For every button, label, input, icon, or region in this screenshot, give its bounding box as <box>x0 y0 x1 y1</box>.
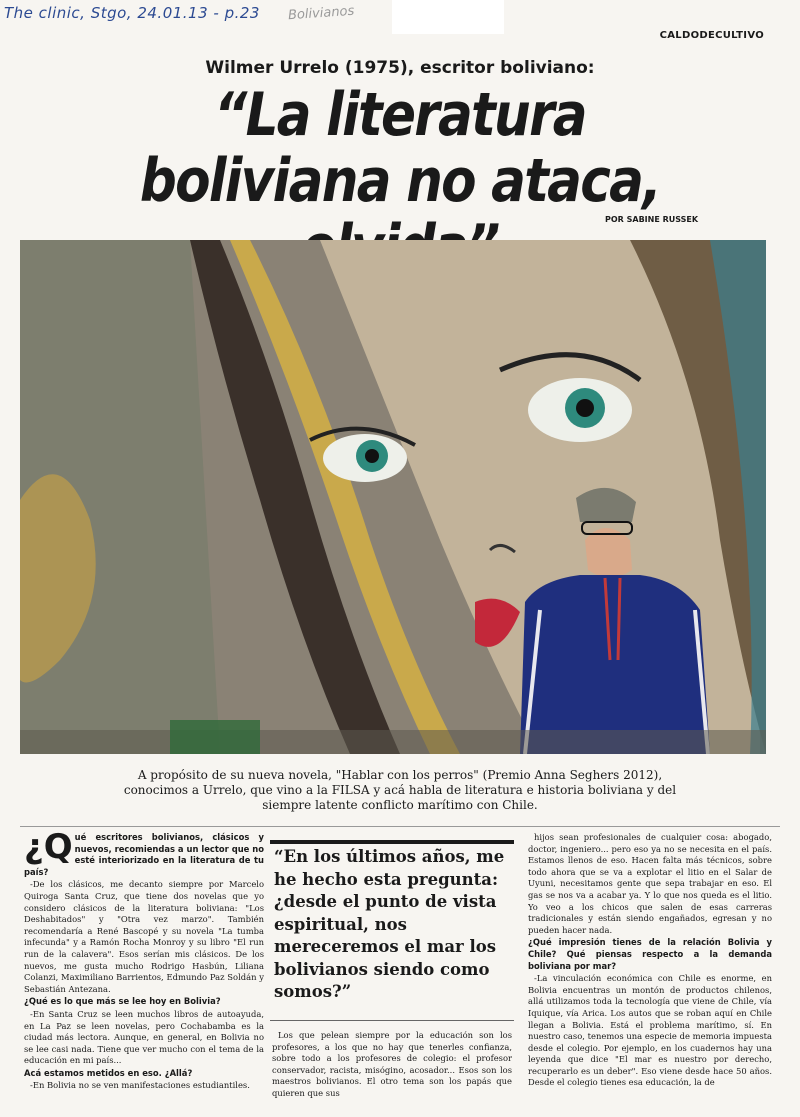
interview-question-1: ué escritores bolivianos, clásicos y nuevos, recomiendas a un lector que no esté interiorizado en la literatura de tu país? <box>24 832 264 877</box>
photo-caption: A propósito de su nueva novela, "Hablar con los perros" (Premio Anna Seghers 2012), conocimos a Urrelo, que vino a la FILSA y acá habla de literatura e historia boliviana y del siempre latente conflicto marítimo con Chile. <box>123 768 677 812</box>
pullquote-rule-top <box>270 840 514 844</box>
article-headline: “La literatura boliviana no ataca, <box>139 80 661 216</box>
interview-column-2 <box>272 1030 512 1102</box>
interview-question-3: Acá estamos metidos en eso. ¿Allá? <box>24 1067 193 1078</box>
handwritten-tag-note: Bolivianos <box>287 3 355 24</box>
article-kicker: Wilmer Urrelo (1975), escritor boliviano: <box>205 58 595 78</box>
interview-answer-1: -De los clásicos, me decanto siempre por Marcelo Quiroga Santa Cruz, que tiene dos novelas que yo considero clásicos de la literatura boliviana: "Los Deshabitados" y "Otra vez marzo". También recomendaría a René Bascopé y su novela "La tumba infecunda" y a Ramón Rocha Monroy y su libro "El run run de la calavera". Esos serían mis clásicos. De los nuevos, me gusta mucho Rodrigo Hasbún, Liliana Colanzi, Maximiliano Barrientos, Edmundo Paz Soldán y Sebastián Antezana. <box>24 879 264 994</box>
interview-answer-2: -En Santa Cruz se leen muchos libros de autoayuda, en La Paz se leen novelas, pero Cochabamba es la ciudad más lectora. Aunque, en general, en Bolivia no se lee casi nada. Tiene que ver mucho con el tema de la educación en mi país... <box>24 1008 264 1066</box>
interview-question-4: ¿Qué impresión tienes de la relación Bolivia y Chile? Qué piensas respecto a la demanda boliviana por mar? <box>528 937 772 971</box>
article-byline: POR SABINE RUSSEK <box>605 215 699 224</box>
pullquote: “En los últimos años, me he hecho esta pregunta: ¿desde el punto de vista espiritual, nos mereceremos el mar los bolivianos siendo como somos?” <box>274 847 505 1001</box>
torn-paper-patch <box>392 0 504 34</box>
interview-answer-continued-2: hijos sean profesionales de cualquier cosa: abogado, doctor, ingeniero... pero eso ya no se necesita en el país. Estamos llenos de eso. Hacen falta más técnicos, sobre todo ahora que se va a explotar el litio en el Salar de Uyuni, necesitamos gente que sepa trabajar en eso. El gas se nos va a acabar ya. Y lo que nos queda es el litio. Yo veo a los chicos que salen de esas carreras tradicionales y están siendo engañados, egresan y no pueden hacer nada. <box>528 832 772 935</box>
article-photo <box>20 240 766 754</box>
column-divider <box>20 826 780 827</box>
interview-question-2: ¿Qué es lo que más se lee hoy en Bolivia? <box>24 996 221 1007</box>
interview-answer-continued: Los que pelean siempre por la educación son los profesores, a los que no hay que tenerles confianza, sobre todo a los profesores de colegio: el profesor conservador, racista, misógino, acosador... Esos son los maestros bolivianos. El otro tema son los papás que quieren que sus <box>272 1030 512 1098</box>
pullquote-rule-bottom <box>270 1020 514 1021</box>
interview-column-1 <box>24 832 264 1102</box>
interview-answer-3: -En Bolivia no se ven manifestaciones estudiantiles. <box>30 1080 250 1091</box>
section-tag: CALDODECULTIVO <box>659 30 764 41</box>
interview-answer-4: -La vinculación económica con Chile es enorme, en Bolivia encuentras un montón de productos chilenos, allá utilizamos toda la tecnología que viene de Chile, vía Iquique, vía Arica. Los autos que se roban aquí en Chile llegan a Bolivia. Está el problema marítimo, sí. En nuestro caso, tenemos una especie de memoria impuesta desde el colegio. Por ejemplo, en los cuadernos hay una leyenda que dice "El mar es nuestro por derecho, recuperarlo es un deber". Eso viene desde hace 50 años. Desde el colegio tienes esa educación, la de <box>528 973 772 1088</box>
drop-cap: ¿Q <box>24 832 73 867</box>
interview-column-3 <box>528 832 772 1102</box>
handwritten-source-note: The clinic, Stgo, 24.01.13 - p.23 <box>4 4 260 22</box>
